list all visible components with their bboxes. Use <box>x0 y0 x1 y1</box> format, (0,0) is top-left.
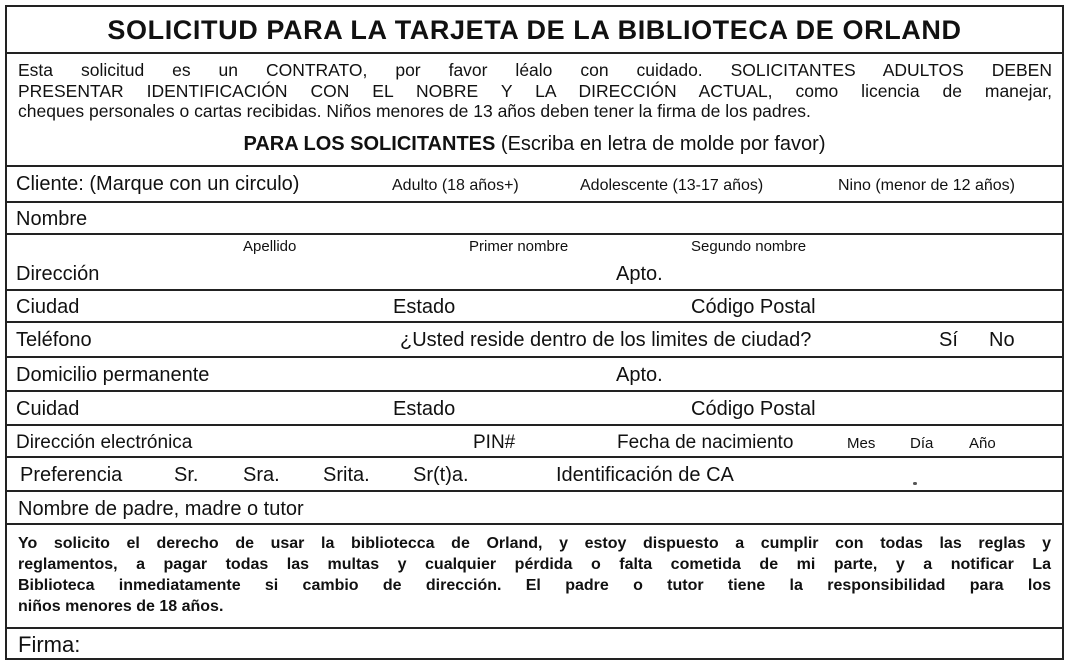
client-option-child[interactable]: Nino (menor de 12 años) <box>838 177 1015 194</box>
preference-option-sra[interactable]: Sra. <box>243 464 280 486</box>
birth-year-label: Año <box>969 435 996 452</box>
agreement-line: Yo solicito el derecho de usar la bibliotecca de Orland, y estoy dispuesto a cumplir con todas las reglas y <box>18 535 1051 552</box>
client-row <box>7 167 1062 203</box>
first-name-sublabel: Primer nombre <box>469 238 569 255</box>
city2-label: Cuidad <box>16 398 80 420</box>
agreement-line: Biblioteca inmediatamente si cambio de dirección. El padre o tutor tiene la responsibilidad para los <box>18 577 1051 594</box>
last-name-sublabel: Apellido <box>243 238 297 255</box>
signature-row <box>7 629 1062 662</box>
preference-option-srta[interactable]: Sr(t)a. <box>413 464 469 486</box>
permanent-address-row <box>7 358 1062 392</box>
phone-label: Teléfono <box>16 329 92 351</box>
library-card-application-form <box>5 5 1064 660</box>
title-row <box>7 7 1062 54</box>
address-label: Dirección <box>16 263 100 285</box>
signature-label: Firma: <box>18 632 81 657</box>
permanent-address-label: Domicilio permanente <box>16 364 210 386</box>
address-row <box>7 235 1062 291</box>
middle-name-sublabel: Segundo nombre <box>691 238 807 255</box>
client-option-teen[interactable]: Adolescente (13-17 años) <box>580 177 764 194</box>
city-limits-no[interactable]: No <box>989 329 1015 351</box>
intro-line: PRESENTAR IDENTIFICACIÓN CON EL NOBRE Y LA DIRECCIÓN ACTUAL, como licencia de manejar, <box>18 80 1052 101</box>
name-label: Nombre <box>16 208 88 230</box>
address-apt-label: Apto. <box>616 263 663 285</box>
state2-label: Estado <box>393 398 456 420</box>
applicants-note: (Escriba en letra de molde por favor) <box>500 133 826 155</box>
zip2-label: Código Postal <box>691 398 816 420</box>
intro-line: cheques personales o cartas recibidas. Niños menores de 13 años deben tener la firma de los padres. <box>18 101 811 121</box>
phone-row <box>7 323 1062 358</box>
city-label: Ciudad <box>16 296 80 318</box>
intro-row <box>7 54 1062 167</box>
city2-row <box>7 392 1062 426</box>
birth-day-label: Día <box>910 435 934 452</box>
birth-month-label: Mes <box>847 435 876 452</box>
city-row <box>7 291 1062 323</box>
state-label: Estado <box>393 296 456 318</box>
agreement-line: niños menores de 18 años. <box>18 598 224 615</box>
form-title: SOLICITUD PARA LA TARJETA DE LA BIBLIOTECA DE ORLAND <box>107 15 962 45</box>
city-limits-yes[interactable]: Sí <box>939 329 958 351</box>
agreement-text <box>18 533 1051 617</box>
permanent-apt-label: Apto. <box>616 364 663 386</box>
pin-label: PIN# <box>473 432 516 453</box>
ink-mark <box>913 482 917 485</box>
intro-text <box>18 60 1052 122</box>
preference-label: Preferencia <box>20 464 123 486</box>
email-label: Dirección electrónica <box>16 432 193 453</box>
intro-line: Esta solicitud es un CONTRATO, por favor léalo con cuidado. SOLICITANTES ADULTOS DEBEN <box>18 60 1052 80</box>
agreement-row <box>7 525 1062 629</box>
zip-label: Código Postal <box>691 296 816 318</box>
name-row <box>7 203 1062 235</box>
agreement-line: reglamentos, a pagar todas las multas y cualquier pérdida o falta cometida de mi parte, y a notificar La <box>18 556 1051 573</box>
client-option-adult[interactable]: Adulto (18 años+) <box>392 177 519 194</box>
birth-date-label: Fecha de nacimiento <box>617 432 794 453</box>
applicants-bold: PARA LOS SOLICITANTES <box>243 133 496 155</box>
ca-id-label: Identificación de CA <box>556 464 734 486</box>
applicants-heading <box>7 133 1062 156</box>
preference-row <box>7 458 1062 492</box>
preference-option-sr[interactable]: Sr. <box>174 464 199 486</box>
guardian-label: Nombre de padre, madre o tutor <box>18 498 304 520</box>
client-label: Cliente: (Marque con un circulo) <box>16 173 300 195</box>
city-limits-question: ¿Usted reside dentro de los limites de ciudad? <box>400 329 812 351</box>
guardian-row <box>7 492 1062 525</box>
email-row <box>7 426 1062 458</box>
preference-option-srita[interactable]: Srita. <box>323 464 370 486</box>
